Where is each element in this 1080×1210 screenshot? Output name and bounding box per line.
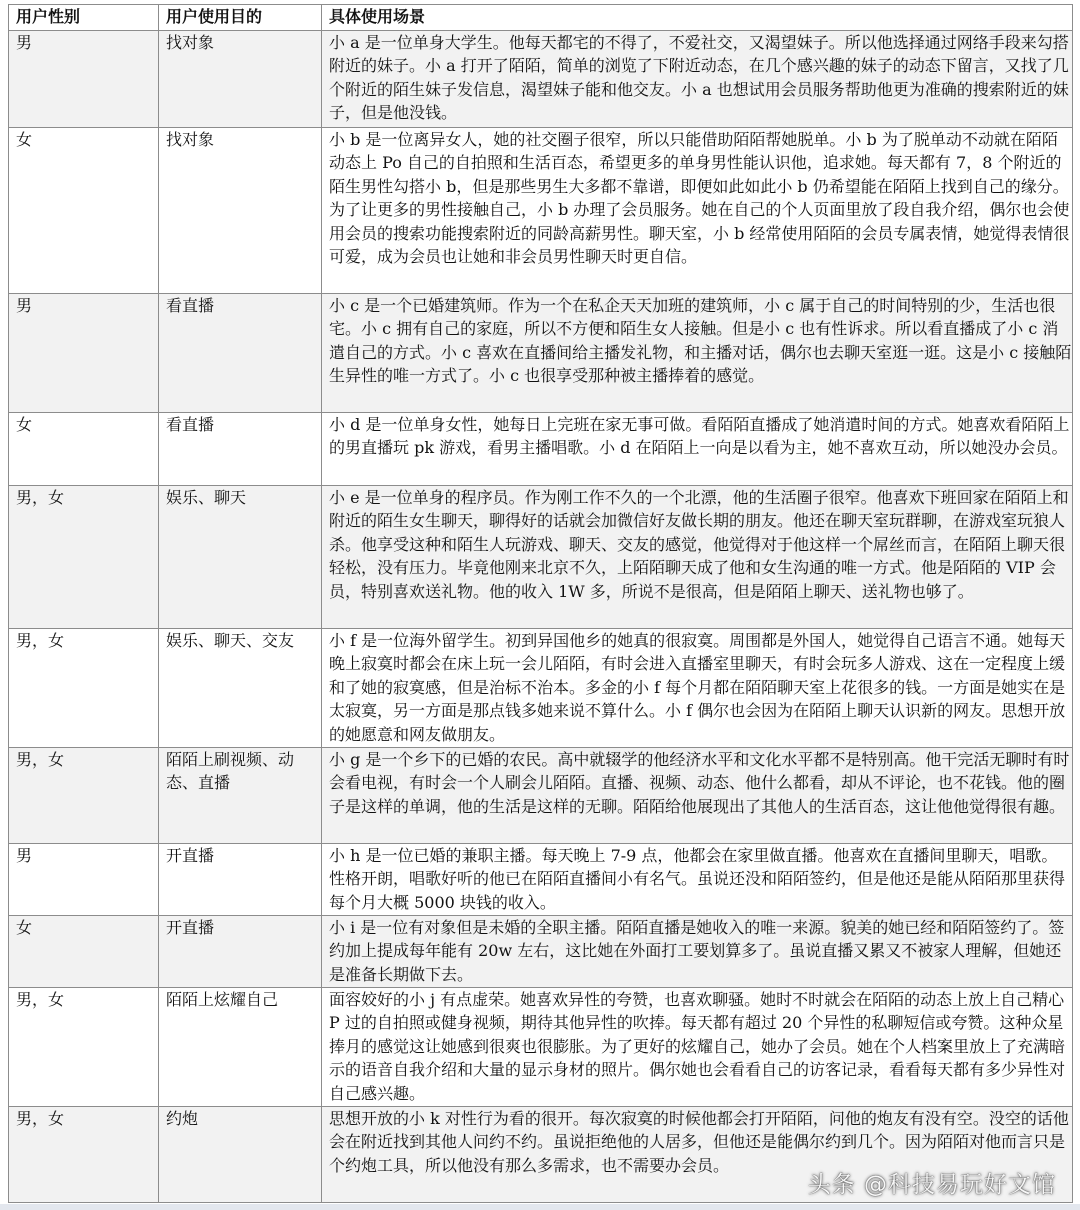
table-row <box>9 748 1073 844</box>
cell-gender: 男 <box>9 31 159 128</box>
cell-scene: 小 d 是一位单身女性，她每日上完班在家无事可做。看陌陌直播成了她消遣时间的方式。她喜欢看陌陌上的男直播玩 pk 游戏，看男主播唱歌。小 d 在陌陌上一向是以看为主，她不喜欢互动，所以她没办会员。 <box>322 413 1073 486</box>
cell-gender: 女 <box>9 916 159 988</box>
cell-scene: 小 e 是一位单身的程序员。作为刚工作不久的一个北漂，他的生活圈子很窄。他喜欢下班回家在陌陌上和附近的陌生女生聊天，聊得好的话就会加微信好友做长期的朋友。他还在聊天室玩群聊，在游戏室玩狼人杀。他享受这种和陌生人玩游戏、聊天、交友的感觉，他觉得对于他这样一个屌丝而言，在陌陌上聊天很轻松，没有压力。毕竟他刚来北京不久，上陌陌聊天成了他和女生沟通的唯一方式。他是陌陌的 VIP 会员，特别喜欢送礼物。他的收入 1W 多，所说不是很高，但是陌陌上聊天、送礼物也够了。 <box>322 486 1073 629</box>
cell-purpose: 开直播 <box>159 916 322 988</box>
cell-gender: 男，女 <box>9 629 159 748</box>
header-purpose: 用户使用目的 <box>159 5 322 31</box>
bottom-edge-strip <box>0 1204 1080 1210</box>
header-gender: 用户性别 <box>9 5 159 31</box>
table-row <box>9 128 1073 294</box>
cell-scene: 思想开放的小 k 对性行为看的很开。每次寂寞的时候他都会打开陌陌，问他的炮友有没有空。没空的话他会在附近找到其他人问约不约。虽说拒绝他的人居多，但他还是能偶尔约到几个。因为陌陌对他而言只是个约炮工具，所以他没有那么多需求，也不需要办会员。 <box>322 1107 1073 1203</box>
cell-purpose: 找对象 <box>159 31 322 128</box>
document-page <box>8 4 1072 1203</box>
cell-scene: 面容姣好的小 j 有点虚荣。她喜欢异性的夸赞，也喜欢聊骚。她时不时就会在陌陌的动态上放上自己精心 P 过的自拍照或健身视频，期待其他异性的吹捧。每天都有超过 20 个异性的私聊短信或夸赞。这种众星捧月的感觉这让她感到很爽也很膨胀。为了更好的炫耀自己，她办了会员。她在个人档案里放上了充满暗示的语音自我介绍和大量的显示身材的照片。偶尔她也会看看自己的访客记录，看看每天都有多少异性对自己感兴趣。 <box>322 988 1073 1107</box>
cell-gender: 女 <box>9 128 159 294</box>
cell-scene: 小 c 是一个已婚建筑师。作为一个在私企天天加班的建筑师，小 c 属于自己的时间特别的少，生活也很宅。小 c 拥有自己的家庭，所以不方便和陌生女人接触。但是小 c 也有性诉求。所以看直播成了小 c 消遣自己的方式。小 c 喜欢在直播间给主播发礼物，和主播对话，偶尔也去聊天室逛一逛。这是小 c 接触陌生异性的唯一方式了。小 c 也很享受那种被主播捧着的感觉。 <box>322 294 1073 413</box>
cell-purpose: 找对象 <box>159 128 322 294</box>
cell-purpose: 娱乐、聊天 <box>159 486 322 629</box>
cell-gender: 男，女 <box>9 486 159 629</box>
table-header-row <box>9 5 1073 31</box>
table-row <box>9 988 1073 1107</box>
cell-scene: 小 g 是一个乡下的已婚的农民。高中就辍学的他经济水平和文化水平都不是特别高。他干完活无聊时有时会看电视，有时会一个人刷会儿陌陌。直播、视频、动态、他什么都看，却从不评论，也不花钱。他的圈子是这样的单调，他的生活是这样的无聊。陌陌给他展现出了其他人的生活百态，这让他他觉得很有趣。 <box>322 748 1073 844</box>
user-scenario-table <box>8 4 1073 1203</box>
table-row <box>9 844 1073 916</box>
cell-scene: 小 i 是一位有对象但是未婚的全职主播。陌陌直播是她收入的唯一来源。貌美的她已经和陌陌签约了。签约加上提成每年能有 20w 左右，这比她在外面打工要划算多了。虽说直播又累又不被家人理解，但她还是准备长期做下去。 <box>322 916 1073 988</box>
cell-gender: 男，女 <box>9 748 159 844</box>
cell-scene: 小 h 是一位已婚的兼职主播。每天晚上 7-9 点，他都会在家里做直播。他喜欢在直播间里聊天，唱歌。性格开朗，唱歌好听的他已在陌陌直播间小有名气。虽说还没和陌陌签约，但是他还是能从陌陌那里获得每个月大概 5000 块钱的收入。 <box>322 844 1073 916</box>
cell-gender: 男 <box>9 844 159 916</box>
cell-gender: 男 <box>9 294 159 413</box>
cell-gender: 男，女 <box>9 988 159 1107</box>
cell-scene: 小 a 是一位单身大学生。他每天都宅的不得了，不爱社交，又渴望妹子。所以他选择通过网络手段来勾搭附近的妹子。小 a 打开了陌陌，简单的浏览了下附近动态，在几个感兴趣的妹子的动态下留言，又找了几个附近的陌生妹子发信息，渴望妹子能和他交友。小 a 也想试用会员服务帮助他更为准确的搜索附近的妹子，但是他没钱。 <box>322 31 1073 128</box>
cell-scene: 小 f 是一位海外留学生。初到异国他乡的她真的很寂寞。周围都是外国人，她觉得自己语言不通。她每天晚上寂寞时都会在床上玩一会儿陌陌，有时会进入直播室里聊天，有时会玩多人游戏、这在一定程度上缓和了她的寂寞感，但是治标不治本。多金的小 f 每个月都在陌陌聊天室上花很多的钱。一方面是她实在是太寂寞，另一方面是那点钱多她来说不算什么。小 f 偶尔也会因为在陌陌上聊天认识新的网友。思想开放的她愿意和网友做朋友。 <box>322 629 1073 748</box>
table-row <box>9 916 1073 988</box>
cell-purpose: 陌陌上炫耀自己 <box>159 988 322 1107</box>
table-row <box>9 486 1073 629</box>
cell-scene: 小 b 是一位离异女人，她的社交圈子很窄，所以只能借助陌陌帮她脱单。小 b 为了脱单动不动就在陌陌动态上 Po 自己的自拍照和生活百态，希望更多的单身男性能认识他，追求她。每天都有 7，8 个附近的陌生男性勾搭小 b，但是那些男生大多都不靠谱，即便如此如此小 b 仍希望能在陌陌上找到自己的缘分。为了让更多的男性接触自己，小 b 办理了会员服务。她在自己的个人页面里放了段自我介绍，偶尔也会使用会员的搜索功能搜索附近的同龄高薪男性。聊天室，小 b 经常使用陌陌的会员专属表情，她觉得表情很可爱，成为会员也让她和非会员男性聊天时更自信。 <box>322 128 1073 294</box>
cell-purpose: 看直播 <box>159 294 322 413</box>
table-row <box>9 31 1073 128</box>
header-scene: 具体使用场景 <box>322 5 1073 31</box>
cell-gender: 男，女 <box>9 1107 159 1203</box>
cell-purpose: 约炮 <box>159 1107 322 1203</box>
source-watermark: 头条 @科技易玩好文馆 <box>807 1172 1056 1198</box>
cell-gender: 女 <box>9 413 159 486</box>
table-row <box>9 413 1073 486</box>
cell-purpose: 开直播 <box>159 844 322 916</box>
cell-purpose: 看直播 <box>159 413 322 486</box>
cell-purpose: 娱乐、聊天、交友 <box>159 629 322 748</box>
table-row <box>9 294 1073 413</box>
cell-purpose: 陌陌上刷视频、动态、直播 <box>159 748 322 844</box>
table-row <box>9 629 1073 748</box>
